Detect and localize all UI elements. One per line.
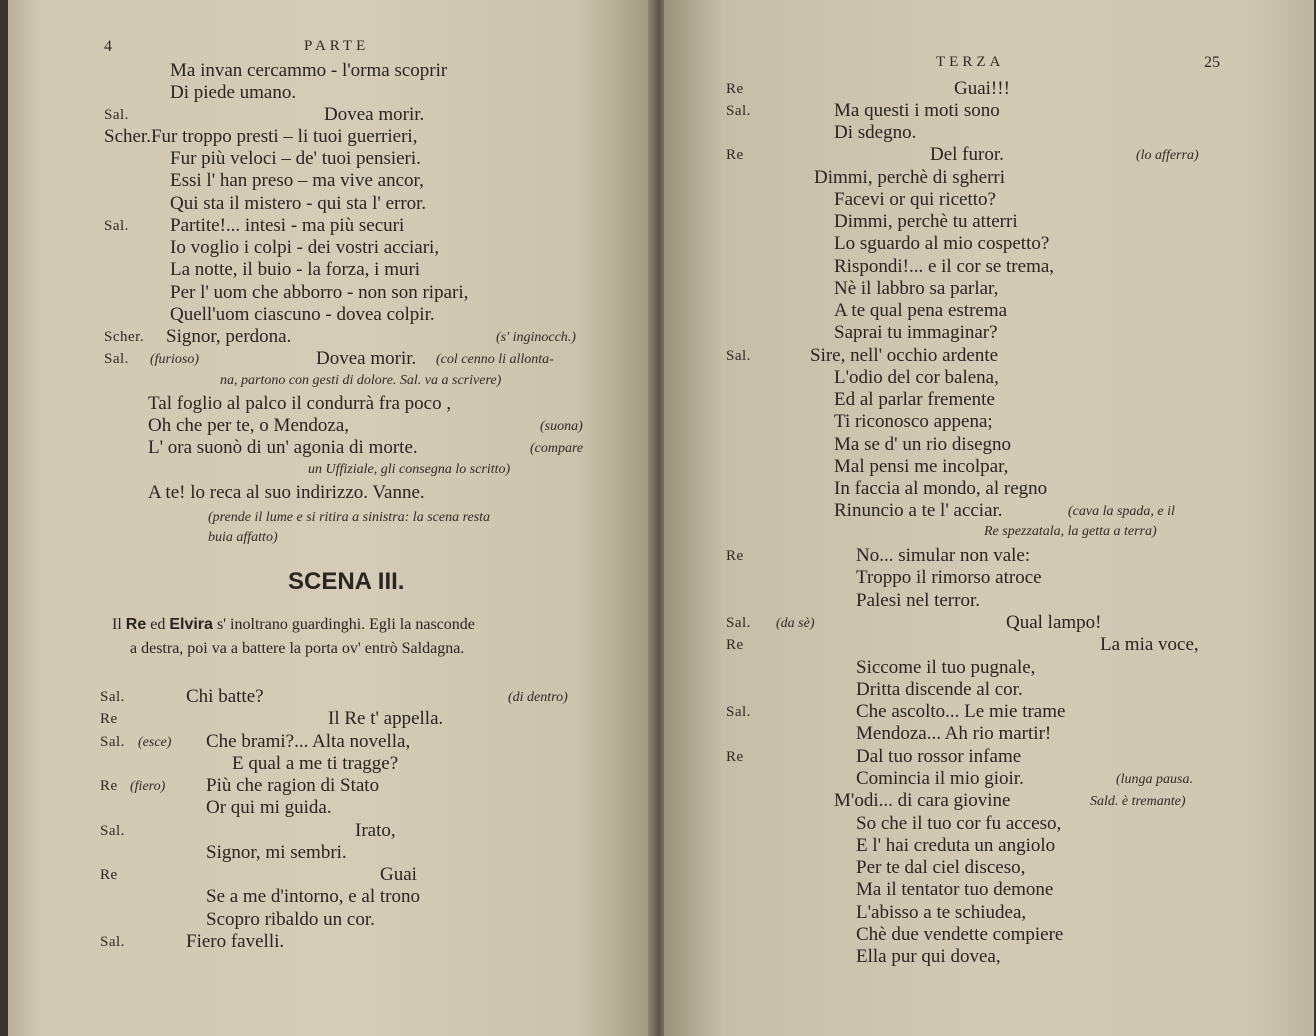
speaker-label: Sal. [100,734,125,750]
verse-line: Partite!... intesi - ma più securi [170,215,405,236]
verse-line: Scopro ribaldo un cor. [206,909,375,930]
speaker-label: Sal. [726,704,751,720]
verse-line: Mendoza... Ah rio martir! [856,723,1052,744]
speaker-label: Re [726,637,744,653]
speaker-label: Sal. [100,934,125,950]
verse-line: So che il tuo cor fu acceso, [856,813,1062,834]
verse-line: Io voglio i colpi - dei vostri acciari, [170,237,440,258]
running-header-left: PARTE [304,38,370,54]
speaker-label: Sal. [104,218,129,234]
stage-direction: na, partono con gesti di dolore. Sal. va a scrivere) [220,373,502,388]
verse-line: Chi batte? [186,686,264,707]
scene-desc-text: Il [112,616,126,633]
verse-line: Scher.Fur troppo presti – li tuoi guerrieri, [104,126,418,147]
stage-direction: (s' inginocch.) [496,330,576,345]
verse-line: Oh che per te, o Mendoza, [148,415,350,436]
verse-line: E l' hai creduta un angiolo [856,835,1056,856]
verse-line: A te! lo reca al suo indirizzo. Vanne. [148,482,425,503]
verse-line: A te qual pena estrema [834,300,1008,321]
speaker-label: Re [726,548,744,564]
verse-line: Sire, nell' occhio ardente [810,345,999,366]
verse-line: Or qui mi guida. [206,797,332,818]
speaker-label: Sal. [100,823,125,839]
verse-line: Qual lampo! [1006,612,1102,633]
verse-line: Ma il tentator tuo demone [856,879,1054,900]
verse-line: Palesi nel terror. [856,590,980,611]
verse-line: Più che ragion di Stato [206,775,380,796]
verse-line: Siccome il tuo pugnale, [856,657,1036,678]
verse-line: Comincia il mio gioir. [856,768,1024,789]
verse-line: Se a me d'intorno, e al trono [206,886,420,907]
speaker-label: Scher. [104,329,145,345]
verse-line: M'odi... di cara giovine [834,790,1011,811]
stage-direction: un Uffiziale, gli consegna lo scritto) [308,462,511,477]
verse-line: No... simular non vale: [856,545,1031,566]
speaker-label: Sal. [104,351,129,367]
verse-line: Per te dal ciel disceso, [856,857,1026,878]
scene-description-2: a destra, poi va a battere la porta ov' entrò Saldagna. [130,640,465,657]
stage-direction: (prende il lume e si ritira a sinistra: la scena resta [208,510,491,525]
verse-line: Dovea morir. [316,348,417,369]
speaker-label: Re [100,867,118,883]
verse-line: Che brami?... Alta novella, [206,731,411,752]
speaker-label: Re [100,711,118,727]
verse-line: Facevi or qui ricetto? [834,189,996,210]
stage-direction: (compare [530,441,584,456]
speaker-label: Re [726,147,744,163]
verse-line: Fur più veloci – de' tuoi pensieri. [170,148,421,169]
verse-line: Dritta discende al cor. [856,679,1023,700]
verse-line: La mia voce, [1100,634,1199,655]
page-number-right: 25 [1204,54,1220,71]
scene-desc-text: s' inoltrano guardinghi. Egli la nasconde [212,616,475,633]
verse-line: Ma invan cercammo - l'orma scoprir [170,60,448,81]
speaker-label: Sal. [726,348,751,364]
verse-line: Di piede umano. [170,82,297,103]
verse-line: Fiero favelli. [186,931,285,952]
verse-line: Signor, perdona. [166,326,292,347]
verse-line: Dimmi, perchè tu atterri [834,211,1018,232]
character-elvira: Elvira [169,616,213,633]
verse-line: Signor, mi sembri. [206,842,347,863]
speaker-label: Sal. [104,107,129,123]
speaker-label: Sal. [726,615,751,631]
stage-direction: (col cenno li allonta- [436,352,554,367]
verse-line: Dimmi, perchè di sgherri [814,167,1006,188]
stage-direction: buia affatto) [208,530,278,545]
speaker-label: Re [726,749,744,765]
verse-line: Saprai tu immaginar? [834,322,998,343]
verse-line: E qual a me ti tragge? [232,753,399,774]
verse-line: Dovea morir. [324,104,425,125]
verse-line: Qui sta il mistero - qui sta l' error. [170,193,427,214]
speaker-label: Sal. [100,689,125,705]
verse-line: Che ascolto... Le mie trame [856,701,1066,722]
verse-line: Ti riconosco appena; [834,411,993,432]
verse-line: Rispondi!... e il cor se trema, [834,256,1055,277]
verse-line: Ed al parlar fremente [834,389,995,410]
verse-line: Per l' uom che abborro - non son ripari, [170,282,469,303]
stage-direction: (cava la spada, e il [1068,504,1175,519]
verse-line: Essi l' han preso – ma vive ancor, [170,170,424,191]
verse-line: Di sdegno. [834,122,917,143]
verse-line: Dal tuo rossor infame [856,746,1022,767]
speaker-label: Re [726,81,744,97]
right-page [664,0,1314,1036]
verse-line: Mal pensi me incolpar, [834,456,1009,477]
running-header-right: TERZA [936,54,1005,70]
scene-desc-text: ed [146,616,170,633]
verse-line: Ma questi i moti sono [834,100,1000,121]
verse-line: Quell'uom ciascuno - dovea colpir. [170,304,435,325]
scene-description [112,614,475,636]
verse-line: Del furor. [930,144,1004,165]
verse-line: L'odio del cor balena, [834,367,999,388]
verse-line: Guai!!! [954,78,1010,99]
stage-direction: Re spezzatala, la getta a terra) [984,524,1157,539]
verse-line: Ella pur qui dovea, [856,946,1001,967]
verse-line: Irato, [355,820,396,841]
verse-line: Il Re t' appella. [328,708,444,729]
stage-direction: Sald. è tremante) [1090,794,1186,809]
verse-line: Guai [380,864,417,885]
verse-line: L'abisso a te schiudea, [856,902,1027,923]
verse-line: Lo sguardo al mio cospetto? [834,233,1050,254]
stage-direction: (fiero) [130,779,166,794]
speaker-label: Sal. [726,103,751,119]
verse-line: Tal foglio al palco il condurrà fra poco , [148,393,452,414]
scene-title: SCENA III. [288,568,405,595]
character-re: Re [125,616,147,633]
verse-line: Nè il labbro sa parlar, [834,278,999,299]
stage-direction: (lunga pausa. [1116,772,1193,787]
verse-line: Troppo il rimorso atroce [856,567,1042,588]
speaker-label: Re [100,778,118,794]
stage-direction: (furioso) [150,352,199,367]
stage-direction: (di dentro) [508,690,568,705]
verse-line: La notte, il buio - la forza, i muri [170,259,421,280]
stage-direction: (esce) [138,735,172,750]
verse-line: Rinuncio a te l' acciar. [834,500,1003,521]
verse-line: Chè due vendette compiere [856,924,1064,945]
verse-line: L' ora suonò di un' agonia di morte. [148,437,418,458]
stage-direction: (lo afferra) [1136,148,1199,163]
page-number-left: 4 [104,38,112,55]
left-page [8,0,656,1036]
verse-line: Ma se d' un rio disegno [834,434,1012,455]
stage-direction: (da sè) [776,616,815,631]
verse-line: In faccia al mondo, al regno [834,478,1048,499]
stage-direction: (suona) [540,419,583,434]
